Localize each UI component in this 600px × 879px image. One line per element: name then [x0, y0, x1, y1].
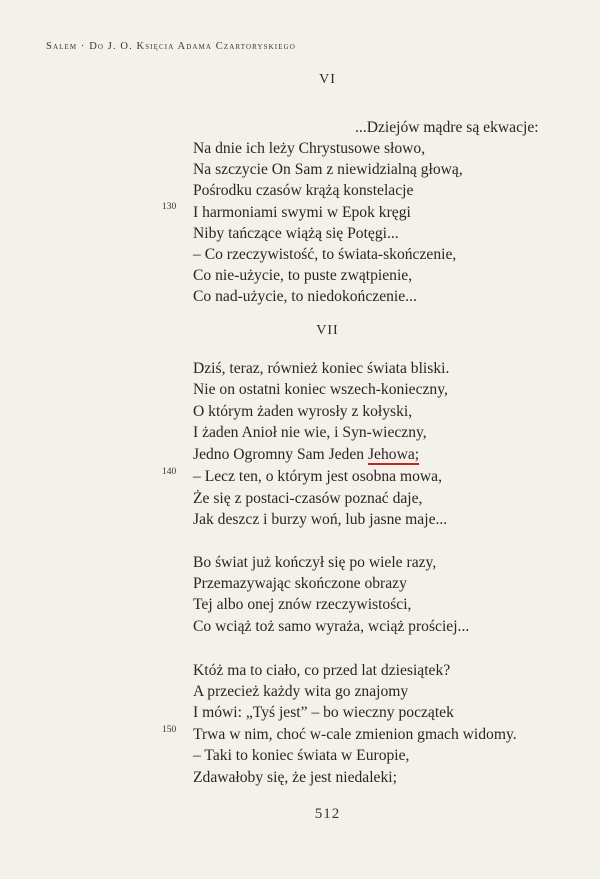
verse-line: I harmoniami swymi w Epok kręgi: [193, 204, 411, 221]
verse-line: Trwa w nim, choć w-cale zmienion gmach widomy.: [193, 726, 517, 743]
verse-line: Tej albo onej znów rzeczywistości,: [193, 596, 412, 613]
verse-line: Co wciąż toż samo wyraża, wciąż prościej...: [193, 618, 470, 635]
section-number-vii: VII: [316, 323, 339, 338]
verse-line: Co nie-użycie, to puste zwątpienie,: [193, 267, 413, 284]
verse-line: Jedno Ogromny Sam Jeden Jehowa;: [193, 446, 420, 463]
verse-line: Niby tańczące wiążą się Potęgi...: [193, 225, 399, 242]
verse-line: I mówi: „Tyś jest” – bo wieczny początek: [193, 704, 454, 721]
verse-line: Jak deszcz i burzy woń, lub jasne maje...: [193, 511, 448, 528]
verse-line: ...Dziejów mądre są ekwacje:: [355, 119, 539, 136]
verse-line: Bo świat już kończył się po wiele razy,: [193, 554, 437, 571]
verse-line: Któż ma to ciało, co przed lat dziesiątek?: [193, 662, 451, 679]
verse-line: – Co rzeczywistość, to świata-skończenie,: [193, 246, 457, 263]
verse-line: Przemazywając skończone obrazy: [193, 575, 407, 592]
verse-line: – Lecz ten, o którym jest osobna mowa,: [193, 468, 443, 485]
verse-line: Co nad-użycie, to niedokończenie...: [193, 288, 417, 305]
verse-line: Pośrodku czasów krążą konstelacje: [193, 182, 414, 199]
verse-line: Na szczycie On Sam z niewidzialną głową,: [193, 161, 463, 178]
verse-line: I żaden Anioł nie wie, i Syn-wieczny,: [193, 424, 427, 441]
line-number-140: 140: [162, 467, 177, 477]
verse-line: Zdawałoby się, że jest niedaleki;: [193, 769, 397, 786]
section-number-vi: VI: [319, 72, 336, 87]
verse-line: A przecież każdy wita go znajomy: [193, 683, 409, 700]
verse-line: Dziś, teraz, również koniec świata bliski.: [193, 360, 450, 377]
running-head: Salem · Do J. O. Księcia Adama Czartoryskiego: [46, 41, 296, 52]
verse-line: – Taki to koniec świata w Europie,: [193, 747, 410, 764]
verse-line: Że się z postaci-czasów poznać daje,: [193, 490, 423, 507]
verse-line: Nie on ostatni koniec wszech-konieczny,: [193, 381, 448, 398]
line-number-130: 130: [162, 202, 177, 212]
verse-line: Na dnie ich leży Chrystusowe słowo,: [193, 140, 426, 157]
highlighted-word: Jehowa;: [367, 446, 420, 463]
page-number: 512: [314, 806, 341, 822]
line-number-150: 150: [162, 725, 177, 735]
verse-line: O którym żaden wyrosły z kołyski,: [193, 403, 413, 420]
